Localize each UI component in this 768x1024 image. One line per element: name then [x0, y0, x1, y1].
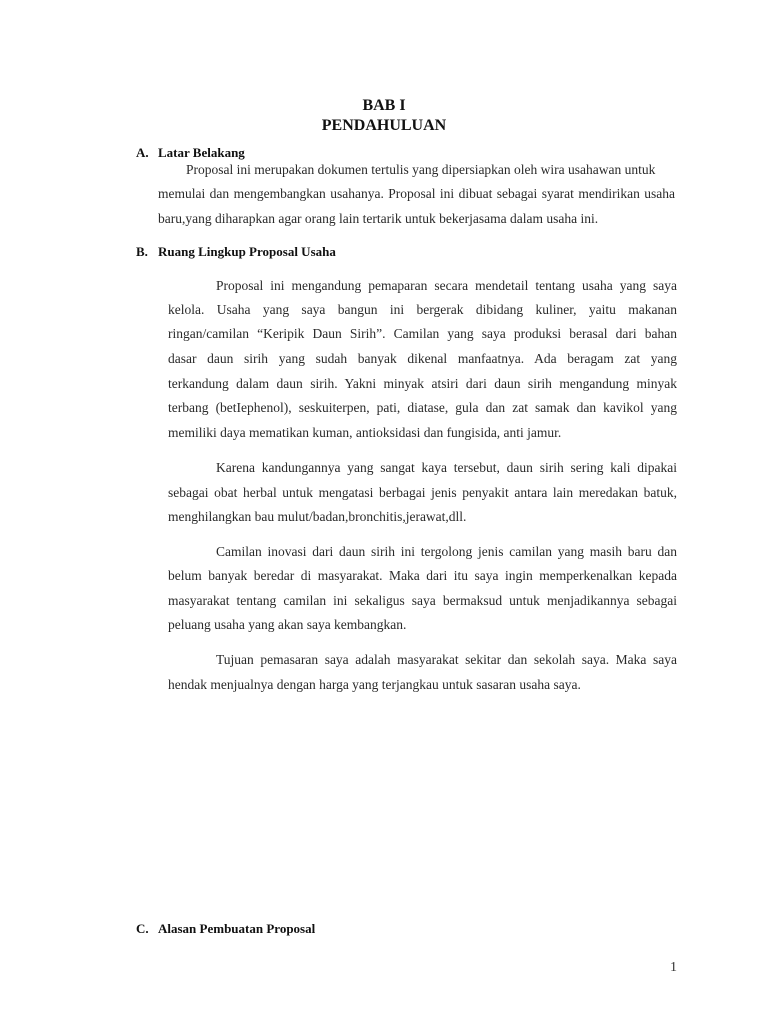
chapter-number: BAB I — [362, 97, 406, 114]
section-a-line: memulai dan mengembangkan usahanya. Proposal ini dibuat sebagai syarat mendirikan usaha — [158, 186, 675, 201]
page-number: 1 — [670, 960, 677, 975]
section-a-title: Latar Belakang — [158, 145, 245, 160]
section-b-title: Ruang Lingkup Proposal Usaha — [158, 244, 336, 259]
paragraph-line: menghilangkan bau mulut/badan,bronchitis,jerawat,dll. — [168, 509, 467, 524]
paragraph-line: Proposal ini mengandung pemaparan secara mendetail tentang usaha yang saya — [216, 278, 677, 293]
section-a-line: Proposal ini merupakan dokumen tertulis yang dipersiapkan oleh wira usahawan untuk — [186, 162, 656, 177]
section-b-heading — [136, 243, 336, 261]
paragraph-line: peluang usaha yang akan saya kembangkan. — [168, 617, 407, 632]
paragraph-line: masyarakat tentang camilan ini sekaligus saya bermaksud untuk menjadikannya sebagai — [168, 593, 677, 608]
paragraph-line: Karena kandungannya yang sangat kaya tersebut, daun sirih sering kali dipakai — [216, 460, 677, 475]
paragraph-line: belum banyak beredar di masyarakat. Maka dari itu saya ingin memperkenalkan kepada — [168, 568, 677, 583]
section-a-heading — [136, 144, 245, 162]
section-c-heading — [136, 920, 315, 938]
paragraph-line: terkandung dalam daun sirih. Yakni minyak atsiri dari daun sirih mengandung minyak — [168, 376, 677, 391]
chapter-title: PENDAHULUAN — [321, 117, 447, 134]
paragraph-line: kelola. Usaha yang saya bangun ini bergerak dibidang kuliner, yaitu makanan — [168, 302, 677, 317]
section-c-letter: C. — [136, 921, 149, 936]
section-a-letter: A. — [136, 145, 149, 160]
paragraph-line: memiliki daya mematikan kuman, antioksidasi dan fungisida, anti jamur. — [168, 425, 562, 440]
section-a-line: baru,yang diharapkan agar orang lain tertarik untuk bekerjasama dalam usaha ini. — [158, 211, 599, 226]
paragraph-line: hendak menjualnya dengan harga yang terjangkau untuk sasaran usaha saya. — [168, 677, 581, 692]
paragraph-line: Camilan inovasi dari daun sirih ini tergolong jenis camilan yang masih baru dan — [216, 544, 677, 559]
paragraph-line: terbang (betIephenol), seskuiterpen, pati, diatase, gula dan zat samak dan kavikol yang — [168, 400, 677, 415]
section-c-title: Alasan Pembuatan Proposal — [158, 921, 316, 936]
paragraph-line: dasar daun sirih yang sudah banyak dikenal manfaatnya. Ada beragam zat yang — [168, 351, 677, 366]
paragraph-line: Tujuan pemasaran saya adalah masyarakat sekitar dan sekolah saya. Maka saya — [216, 652, 677, 667]
paragraph-line: sebagai obat herbal untuk mengatasi berbagai jenis penyakit antara lain meredakan batuk, — [168, 485, 677, 500]
section-b-letter: B. — [136, 244, 148, 259]
paragraph-line: ringan/camilan “Keripik Daun Sirih”. Camilan yang saya produksi berasal dari bahan — [168, 326, 677, 341]
